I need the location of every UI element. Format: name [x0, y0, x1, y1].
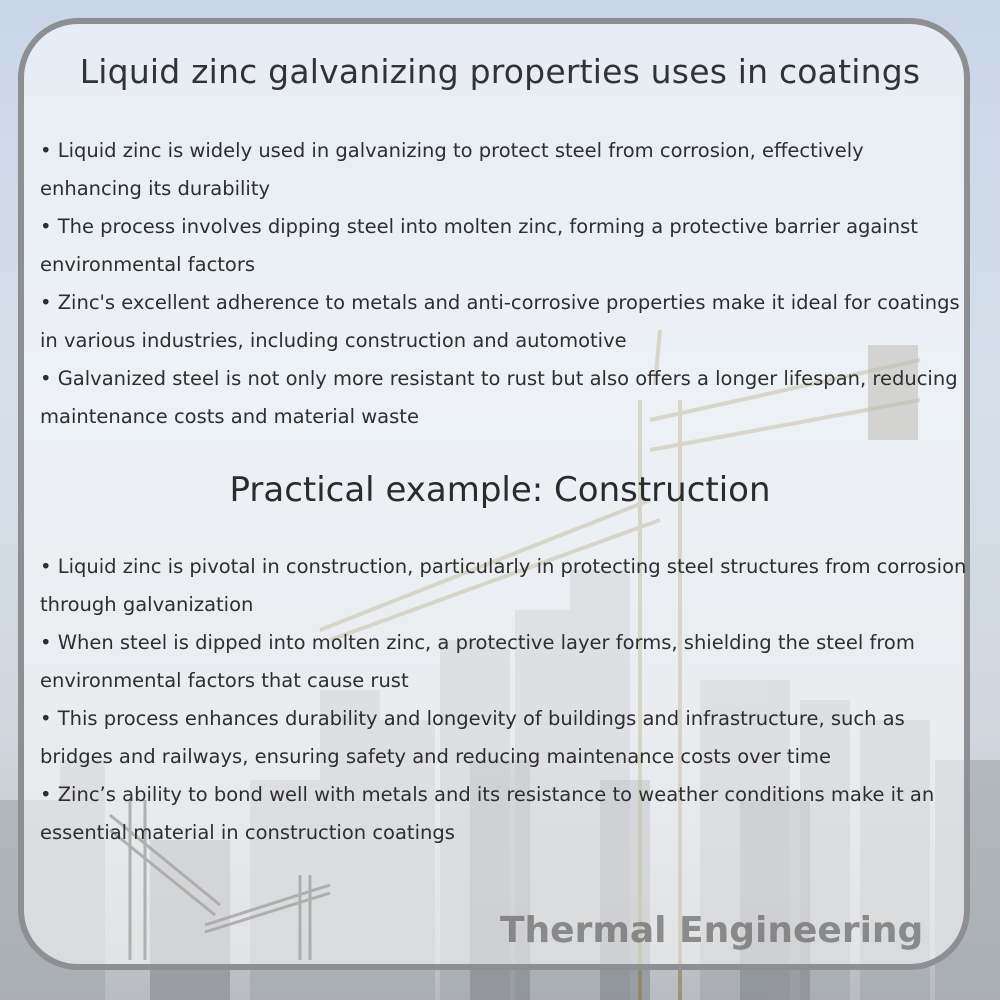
page-title: Liquid zinc galvanizing properties uses in coatings [79, 52, 921, 91]
example-bullet-list [40, 548, 970, 852]
list-item: • Galvanized steel is not only more resistant to rust but also offers a longer lifespan, reducing maintenance costs and material waste [40, 367, 958, 428]
section-heading: Practical example: Construction [229, 470, 771, 510]
list-item: • Zinc's excellent adherence to metals and anti-corrosive properties make it ideal for coatings in various industries, including construction and automotive [40, 291, 960, 352]
watermark-logo: Thermal Engineering [500, 910, 924, 951]
list-item: • Liquid zinc is widely used in galvanizing to protect steel from corrosion, effectively enhancing its durability [40, 139, 864, 200]
list-item: • This process enhances durability and longevity of buildings and infrastructure, such as bridges and railways, ensuring safety and reducing maintenance costs over time [40, 707, 905, 768]
list-item: • The process involves dipping steel into molten zinc, forming a protective barrier against environmental factors [40, 215, 918, 276]
properties-bullet-list [40, 132, 970, 436]
list-item: • When steel is dipped into molten zinc, a protective layer forms, shielding the steel from environmental factors that cause rust [40, 631, 915, 692]
list-item: • Liquid zinc is pivotal in construction, particularly in protecting steel structures from corrosion through galvanization [40, 555, 967, 616]
list-item: • Zinc’s ability to bond well with metals and its resistance to weather conditions make it an essential material in construction coatings [40, 783, 935, 844]
